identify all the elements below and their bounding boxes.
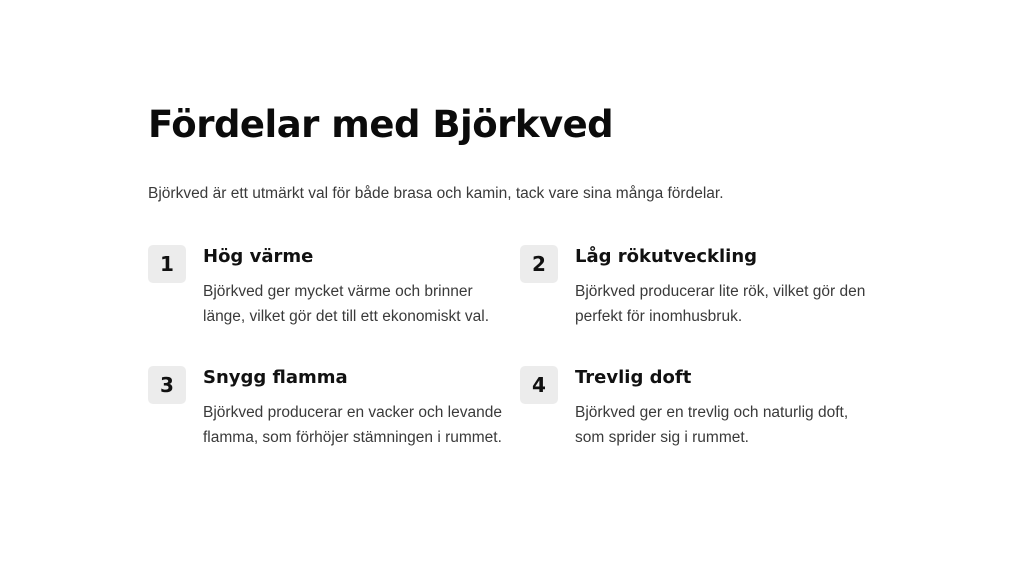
benefit-heading: Trevlig doft (575, 367, 692, 388)
number-badge: 4 (520, 366, 558, 404)
number-badge: 1 (148, 245, 186, 283)
page-subtitle: Björkved är ett utmärkt val för både brasa och kamin, tack vare sina många fördelar. (148, 185, 724, 202)
page-title: Fördelar med Björkved (148, 103, 614, 146)
benefit-text: Björkved ger en trevlig och naturlig doft, som sprider sig i rummet. (575, 404, 849, 446)
slide-content (148, 100, 888, 446)
benefit-text: Björkved ger mycket värme och brinner länge, vilket gör det till ett ekonomiskt val. (203, 283, 490, 325)
number-badge: 2 (520, 245, 558, 283)
benefit-text: Björkved producerar lite rök, vilket gör den perfekt för inomhusbruk. (575, 283, 866, 325)
number-badge: 3 (148, 366, 186, 404)
benefit-heading: Låg rökutveckling (575, 246, 758, 267)
benefit-text: Björkved producerar en vacker och levande flamma, som förhöjer stämningen i rummet. (203, 404, 502, 446)
benefit-heading: Snygg flamma (203, 367, 348, 388)
benefit-heading: Hög värme (203, 246, 314, 267)
